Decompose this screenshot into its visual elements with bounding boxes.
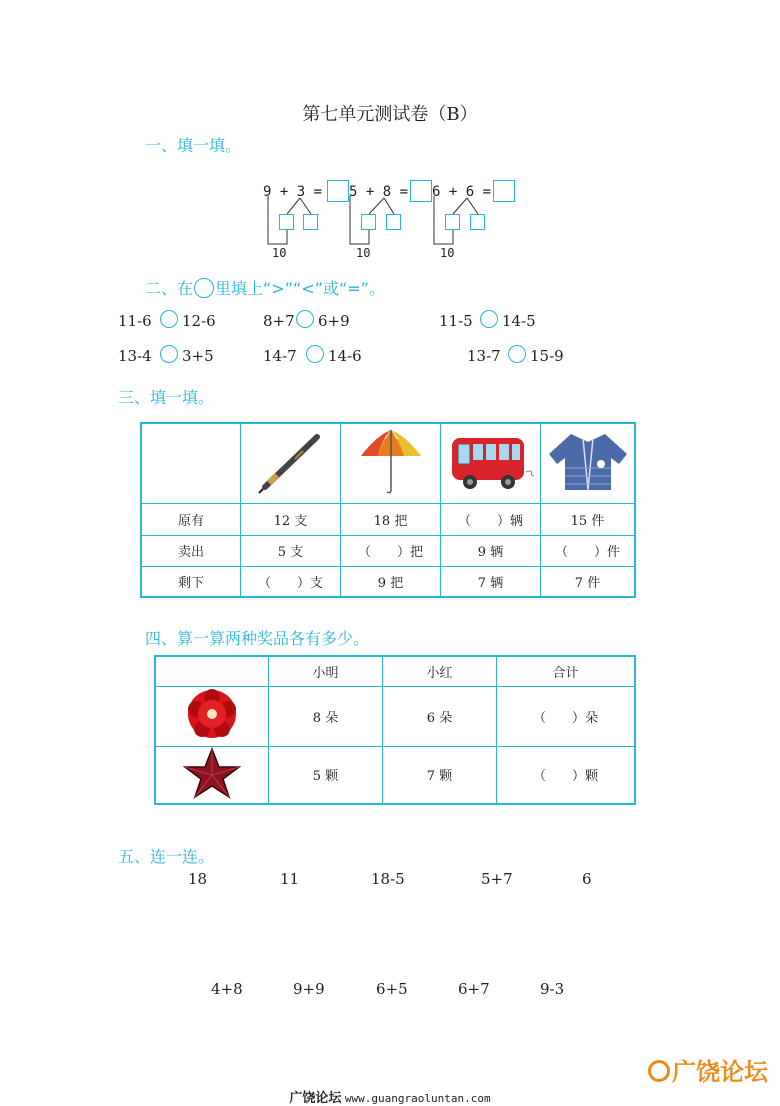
cell: 5 支 xyxy=(241,535,341,566)
split-lines xyxy=(0,0,780,260)
bus-icon xyxy=(446,428,536,494)
compare-left: 14-7 xyxy=(263,347,297,365)
blank-cell[interactable]: （ ）把 xyxy=(341,535,441,566)
compare-circle[interactable] xyxy=(508,345,526,363)
umbrella-cell xyxy=(341,423,441,503)
cell: 7 颗 xyxy=(383,746,497,804)
bus-cell xyxy=(441,423,541,503)
table-row xyxy=(155,686,635,746)
footer xyxy=(0,1087,780,1106)
compare-left: 13-4 xyxy=(118,347,152,365)
cell: 9 把 xyxy=(341,566,441,597)
footer-brand: 广饶论坛 xyxy=(289,1091,342,1106)
cell: 7 件 xyxy=(541,566,636,597)
sweater-icon xyxy=(543,428,633,494)
blank-cell[interactable]: （ ）辆 xyxy=(441,503,541,535)
header-cell: 小明 xyxy=(269,656,383,686)
compare-right: 12-6 xyxy=(182,312,216,330)
section-1-heading: 一、填一填。 xyxy=(145,136,242,155)
goods-table xyxy=(140,422,636,598)
circle-icon xyxy=(194,278,214,298)
header-row xyxy=(155,656,635,686)
section-4-heading: 四、算一算两种奖品各有多少。 xyxy=(145,629,370,648)
blank-cell[interactable]: （ ）颗 xyxy=(497,746,636,804)
row-label: 原有 xyxy=(141,503,241,535)
compare-circle[interactable] xyxy=(480,310,498,328)
compare-left: 8+7 xyxy=(263,312,295,330)
cell: 18 把 xyxy=(341,503,441,535)
sweater-cell xyxy=(541,423,636,503)
compare-right: 14-5 xyxy=(502,312,536,330)
header-cell: 合计 xyxy=(497,656,636,686)
logo-text: 广饶论坛 xyxy=(672,1058,768,1086)
fill-expression: 6 + 6 = xyxy=(432,184,492,200)
ten-label: 10 xyxy=(440,246,455,260)
section-2-prefix: 二、在 xyxy=(145,279,194,298)
section-2-heading xyxy=(145,276,385,299)
connect-bottom-item[interactable]: 6+5 xyxy=(376,980,408,998)
connect-top-item[interactable]: 18-5 xyxy=(371,870,405,888)
section-5-heading: 五、连一连。 xyxy=(118,847,215,866)
blank-cell[interactable]: （ ）件 xyxy=(541,535,636,566)
umbrella-icon xyxy=(356,426,426,496)
compare-right: 15-9 xyxy=(530,347,564,365)
prize-table xyxy=(154,655,636,805)
compare-left: 11-5 xyxy=(439,312,473,330)
compare-circle[interactable] xyxy=(160,345,178,363)
row-label: 剩下 xyxy=(141,566,241,597)
blank-cell[interactable]: （ ）支 xyxy=(241,566,341,597)
cell: 8 朵 xyxy=(269,686,383,746)
compare-right: 6+9 xyxy=(318,312,350,330)
connect-bottom-item[interactable]: 6+7 xyxy=(458,980,490,998)
compare-left: 11-6 xyxy=(118,312,152,330)
corner-cell xyxy=(141,423,241,503)
corner-cell xyxy=(155,656,269,686)
compare-circle[interactable] xyxy=(160,310,178,328)
connect-top-item[interactable]: 11 xyxy=(280,870,300,888)
table-row xyxy=(141,535,635,566)
table-row xyxy=(141,503,635,535)
pen-cell xyxy=(241,423,341,503)
section-2-suffix: 里填上“>”“<”或“=”。 xyxy=(215,279,385,298)
compare-circle[interactable] xyxy=(306,345,324,363)
ten-label: 10 xyxy=(356,246,371,260)
compare-circle[interactable] xyxy=(296,310,314,328)
icon-cell xyxy=(155,746,269,804)
fill-expression: 5 + 8 = xyxy=(349,184,409,200)
fill-expression: 9 + 3 = xyxy=(263,184,323,200)
table-row xyxy=(141,566,635,597)
row-label: 卖出 xyxy=(141,535,241,566)
icon-cell xyxy=(155,686,269,746)
ten-label: 10 xyxy=(272,246,287,260)
logo-ring-icon xyxy=(648,1060,670,1082)
compare-right: 3+5 xyxy=(182,347,214,365)
flower-icon xyxy=(184,687,240,741)
connect-top-item[interactable]: 6 xyxy=(582,870,592,888)
image-row xyxy=(141,423,635,503)
compare-left: 13-7 xyxy=(467,347,501,365)
brand-logo xyxy=(648,1052,768,1087)
connect-top-item[interactable]: 18 xyxy=(188,870,208,888)
cell: 6 朵 xyxy=(383,686,497,746)
header-cell: 小红 xyxy=(383,656,497,686)
cell: 9 辆 xyxy=(441,535,541,566)
footer-url[interactable]: www.guangraoluntan.com xyxy=(344,1092,491,1105)
connect-bottom-item[interactable]: 9+9 xyxy=(293,980,325,998)
section-3-heading: 三、填一填。 xyxy=(118,388,215,407)
connect-bottom-item[interactable]: 9-3 xyxy=(540,980,565,998)
cell: 7 辆 xyxy=(441,566,541,597)
cell: 12 支 xyxy=(241,503,341,535)
connect-top-item[interactable]: 5+7 xyxy=(481,870,513,888)
blank-cell[interactable]: （ ）朵 xyxy=(497,686,636,746)
page-title: 第七单元测试卷（B） xyxy=(302,104,478,125)
connect-bottom-item[interactable]: 4+8 xyxy=(211,980,243,998)
table-row xyxy=(155,746,635,804)
star-icon xyxy=(182,747,242,799)
cell: 5 颗 xyxy=(269,746,383,804)
pen-icon xyxy=(251,427,331,495)
compare-right: 14-6 xyxy=(328,347,362,365)
cell: 15 件 xyxy=(541,503,636,535)
